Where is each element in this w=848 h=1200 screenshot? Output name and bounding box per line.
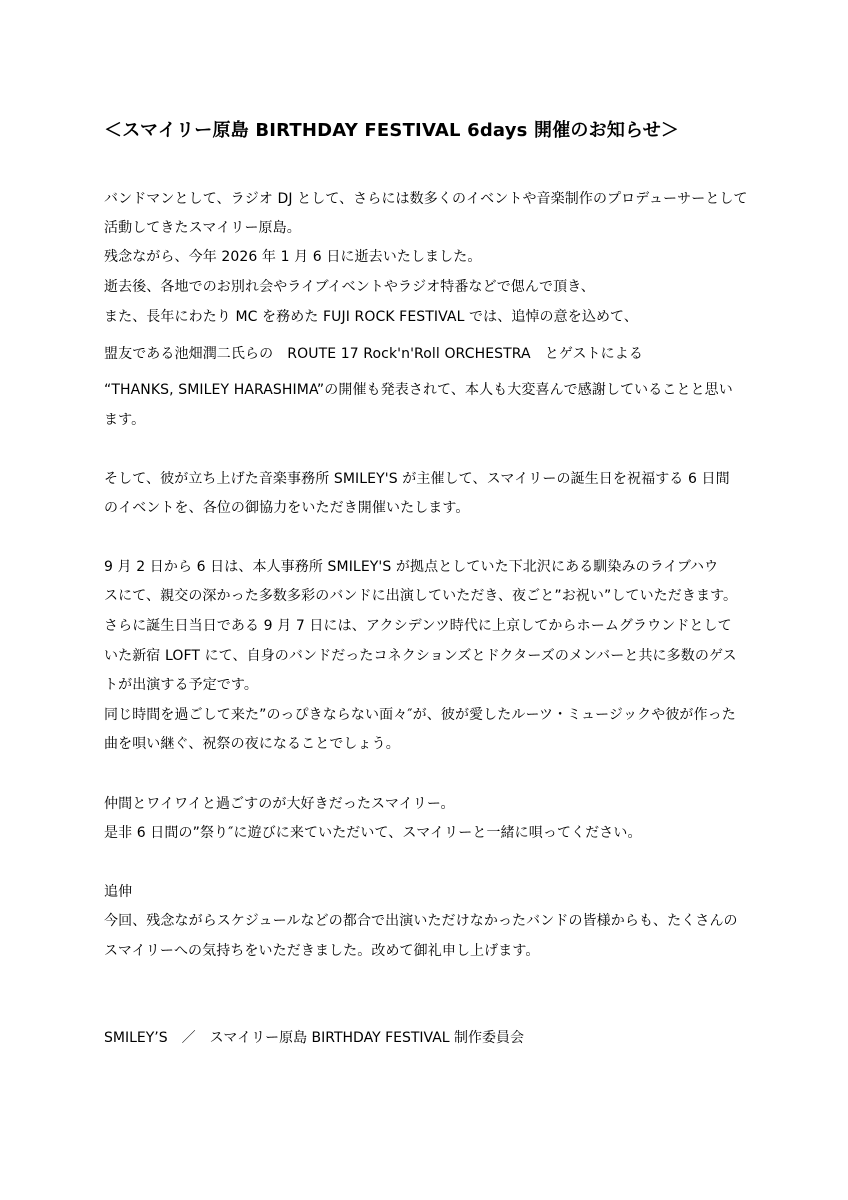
body-line: 活動してきたスマイリー原島。 — [104, 220, 301, 236]
body-line: 盟友である池畑潤二氏らの ROUTE 17 Rock'n'Roll ORCHESTRA とゲストによる — [104, 346, 643, 362]
body-line: いた新宿 LOFT にて、自身のバンドだったコネクションズとドクターズのメンバーと共に多数のゲス — [104, 648, 737, 664]
body-line: 曲を唄い継ぐ、祝祭の夜になることでしょう。 — [104, 736, 400, 752]
body-line: バンドマンとして、ラジオ DJ として、さらには数多くのイベントや音楽制作のプロデューサーとして — [104, 191, 748, 207]
body-line: 残念ながら、今年 2026 年 1 月 6 日に逝去いたしました。 — [104, 249, 482, 265]
body-line: トが出演する予定です。 — [104, 677, 258, 693]
body-line: さらに誕生日当日である 9 月 7 日には、アクシデンツ時代に上京してからホームグラウンドとして — [104, 618, 732, 634]
body-line: スにて、親交の深かった多数多彩のバンドに出演していただき、夜ごと”お祝い”していただきます。 — [104, 588, 738, 604]
body-line: そして、彼が立ち上げた音楽事務所 SMILEY'S が主催して、スマイリーの誕生日を祝福する 6 日間 — [104, 471, 730, 487]
signature: SMILEY’S ／ スマイリー原島 BIRTHDAY FESTIVAL 制作委員会 — [104, 1030, 525, 1046]
body-line: のイベントを、各位の御協力をいただき開催いたします。 — [104, 500, 470, 516]
body-line: 9 月 2 日から 6 日は、本人事務所 SMILEY'S が拠点としていた下北沢にある馴染みのライブハウ — [104, 559, 719, 575]
postscript-heading: 追伸 — [104, 884, 133, 900]
body-line: また、長年にわたり MC を務めた FUJI ROCK FESTIVAL では、追悼の意を込めて、 — [104, 309, 638, 325]
body-line: スマイリーへの気持ちをいただきました。改めて御礼申し上げます。 — [104, 943, 540, 959]
body-line: 同じ時間を過ごして来た”のっぴきならない面々″が、彼が愛したルーツ・ミュージックや彼が作った — [104, 707, 736, 723]
body-line: 逝去後、各地でのお別れ会やライブイベントやラジオ特番などで偲んで頂き、 — [104, 279, 595, 295]
body-line: 是非 6 日間の”祭り″に遊びに来ていただいて、スマイリーと一緒に唄ってください。 — [104, 825, 642, 841]
body-line: 今回、残念ながらスケジュールなどの都合で出演いただけなかったバンドの皆様からも、たくさんの — [104, 913, 738, 929]
document-title: ＜スマイリー原島 BIRTHDAY FESTIVAL 6days 開催のお知らせ＞ — [104, 120, 680, 141]
body-line: 仲間とワイワイと過ごすのが大好きだったスマイリー。 — [104, 796, 455, 812]
body-line: “THANKS, SMILEY HARASHIMA”の開催も発表されて、本人も大変喜んで感謝していることと思い — [104, 382, 733, 398]
body-line: ます。 — [104, 412, 146, 428]
